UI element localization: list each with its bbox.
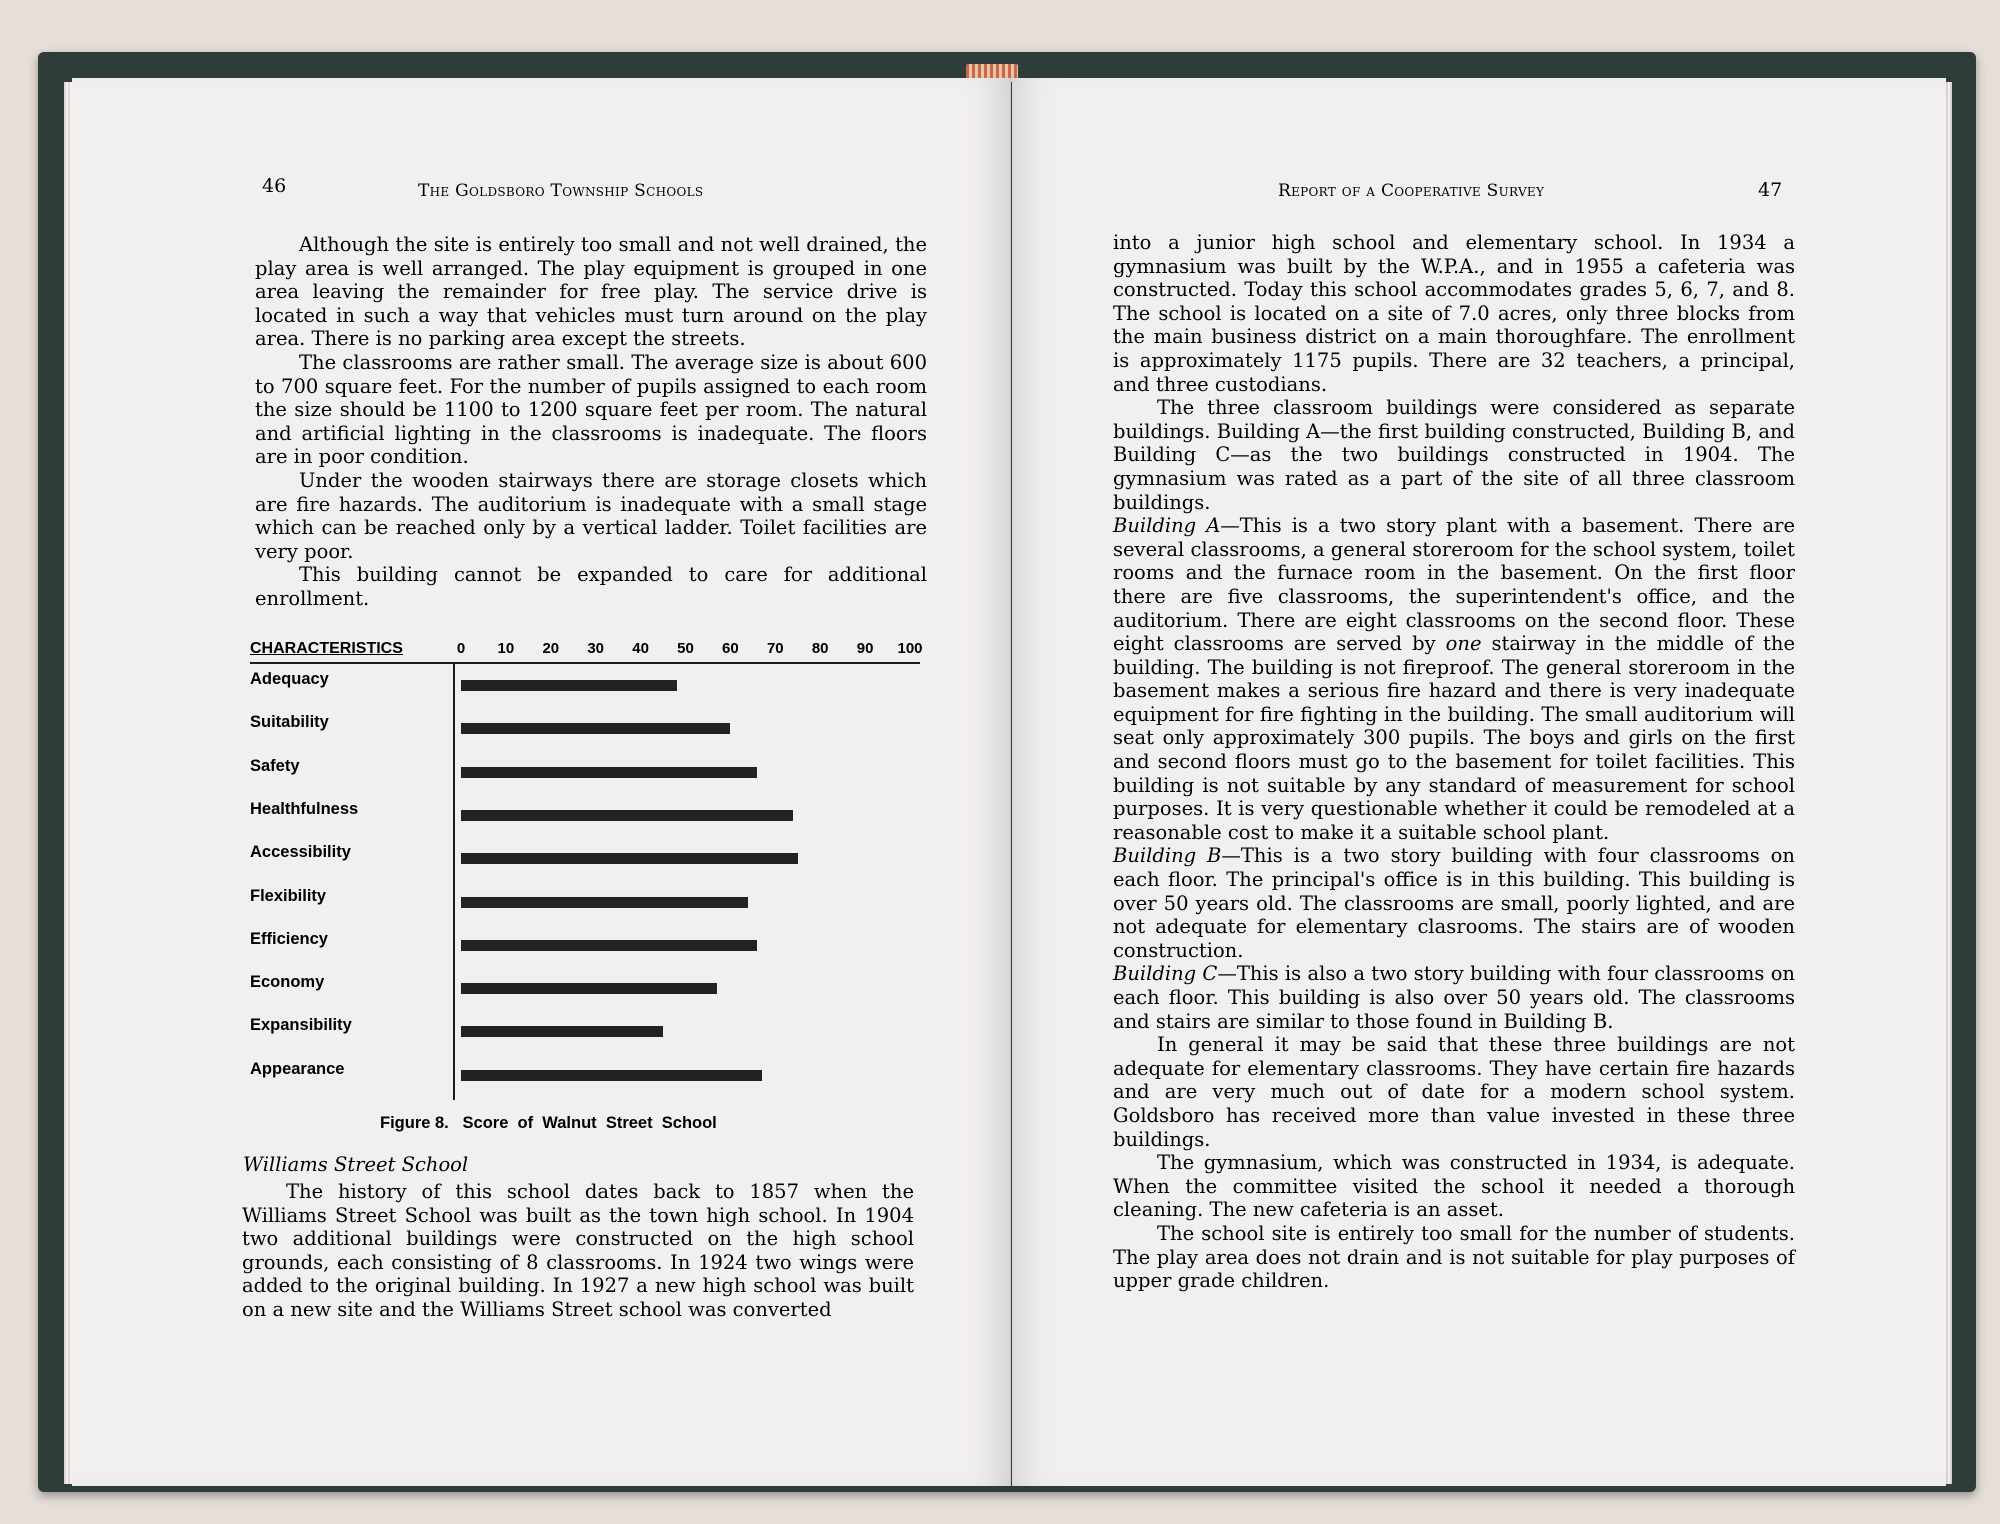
building-c-label: Building C xyxy=(1113,962,1218,986)
category-label: Adequacy xyxy=(250,670,329,688)
x-tick-label: 100 xyxy=(897,640,923,657)
score-bar xyxy=(461,680,677,691)
bar-chart xyxy=(250,640,925,1130)
right-paragraph: In general it may be said that these three buildings are not adequate for elementary classrooms. They have certain fire hazards and are very much out of date for a modern school system. Goldsboro has received more than value invested in these three buildings. xyxy=(1113,1033,1795,1151)
building-b-label: Building B xyxy=(1113,844,1222,868)
chart-header-rule xyxy=(250,662,920,664)
score-bar xyxy=(461,810,793,821)
right-paragraph: The school site is entirely too small for the number of students. The play area does not drain and is not suitable for play purposes of upper grade children. xyxy=(1113,1221,1795,1293)
left-body-bottom xyxy=(242,1180,914,1322)
x-tick-label: 70 xyxy=(766,640,784,657)
emphasis-one: one xyxy=(1445,632,1482,656)
score-bar xyxy=(461,723,730,734)
category-label: Safety xyxy=(250,756,300,775)
right-body xyxy=(1113,231,1795,1293)
building-a-paragraph: Building A—This is a two story plant with a basement. There are several classrooms, a general storeroom for the school system, toilet rooms and the furnace room in the basement. On the first floor there are five classrooms, the superintendent's office, and the auditorium. There are eight classrooms on the second floor. These eight classrooms are served by one stairway in the middle of the building. The building is not fireproof. The general storeroom in the basement makes a serious fire hazard and there is very inadequate equipment for fire fighting in the building. The small auditorium will seat only approximately 300 pupils. The boys and girls on the first and second floors must go to the basement for toilet facilities. This building is not suitable by any standard of measurement for school purposes. It is very questionable whether it could be remodeled at a reasonable cost to make it a suitable school plant. xyxy=(1113,514,1795,844)
score-bar xyxy=(461,983,717,994)
left-paragraph: The history of this school dates back to 1857 when the Williams Street School was built as the town high school. In 1904 two additional buildings were constructed on the high school grounds, each consisting of 8 classrooms. In 1924 two wings were added to the original building. In 1927 a new high school was built on a new site and the Williams Street school was converted xyxy=(242,1180,914,1321)
building-a-label: Building A xyxy=(1113,514,1221,538)
building-b-paragraph: Building B—This is a two story building with four classrooms on each floor. The principal's office is in this building. This building is over 50 years old. The classrooms are small, poorly lighted, and are not adequate for elementary clasrooms. The stairs are of wooden construction. xyxy=(1113,844,1795,962)
score-bar xyxy=(461,767,757,778)
x-tick-label: 40 xyxy=(632,640,649,657)
left-paragraph: This building cannot be expanded to care for additional enrollment. xyxy=(255,563,927,610)
left-paragraph: Under the wooden stairways there are storage closets which are fire hazards. The auditorium is inadequate with a small stage which can be reached only by a vertical ladder. Toilet facilities are very poor. xyxy=(255,468,927,563)
x-tick-label: 80 xyxy=(811,640,829,657)
x-tick-label: 10 xyxy=(497,640,515,657)
x-tick-label: 0 xyxy=(456,640,466,657)
category-label: Economy xyxy=(250,973,325,992)
right-paragraph: The gymnasium, which was constructed in 1934, is adequate. When the committee visited the school it needed a thorough cleaning. The new cafeteria is an asset. xyxy=(1113,1151,1795,1222)
chart-header xyxy=(250,640,923,662)
left-page-number: 46 xyxy=(262,175,287,197)
score-bar xyxy=(461,897,748,908)
figure-caption: Figure 8. Score of Walnut Street School xyxy=(380,1114,717,1132)
x-tick-label: 20 xyxy=(542,640,560,657)
score-bar xyxy=(461,940,757,951)
left-paragraph: The classrooms are rather small. The average size is about 600 to 700 square feet. For the number of pupils assigned to each room the size should be 1100 to 1200 square feet per room. The natural and artificial lighting in the classrooms is inadequate. The floors are in poor condition. xyxy=(255,350,927,469)
score-bar xyxy=(461,1026,663,1037)
right-running-head: Report of a Cooperative Survey xyxy=(1278,181,1545,201)
left-running-head: The Goldsboro Township Schools xyxy=(418,181,704,201)
score-bar xyxy=(461,853,798,864)
category-label: Healthfulness xyxy=(250,799,359,818)
category-label: Suitability xyxy=(250,713,329,732)
category-label: Appearance xyxy=(250,1059,345,1078)
category-label: Flexibility xyxy=(250,886,327,905)
chart-header-label: CHARACTERISTICS xyxy=(250,640,403,657)
chart-axis xyxy=(453,664,455,1100)
score-bar xyxy=(461,1070,762,1081)
left-body-top xyxy=(255,233,927,611)
category-label: Expansibility xyxy=(250,1016,352,1035)
right-paragraph: into a junior high school and elementary school. In 1934 a gymnasium was built by the W.P.A., and in 1955 a cafeteria was constructed. Today this school accommodates grades 5, 6, 7, and 8. The school is located on a site of 7.0 acres, only three blocks from the main business district on a main thoroughfare. The enrollment is approximately 1175 pupils. There are 32 teachers, a principal, and three custodians. xyxy=(1113,231,1795,396)
left-paragraph: Although the site is entirely too small and not well drained, the play area is well arranged. The play equipment is grouped in one area leaving the remainder for free play. The service drive is located in such a way that vehicles must turn around on the play area. There is no parking area except the streets. xyxy=(255,233,927,351)
building-c-paragraph: Building C—This is also a two story building with four classrooms on each floor. This building is also over 50 years old. The classrooms and stairs are similar to those found in Building B. xyxy=(1113,962,1795,1033)
x-tick-label: 90 xyxy=(856,640,874,657)
x-tick-label: 50 xyxy=(677,640,694,657)
right-paragraph: The three classroom buildings were considered as separate buildings. Building A—the first building constructed, Building B, and Building C—as the two buildings constructed in 1904. The gymnasium was rated as a part of the site of all three classroom buildings. xyxy=(1113,396,1795,514)
x-tick-label: 60 xyxy=(722,640,739,657)
category-label: Accessibility xyxy=(250,843,351,862)
right-page-number: 47 xyxy=(1758,179,1783,201)
section-heading: Williams Street School xyxy=(243,1153,469,1176)
x-tick-label: 30 xyxy=(587,640,605,657)
category-label: Efficiency xyxy=(250,929,328,948)
